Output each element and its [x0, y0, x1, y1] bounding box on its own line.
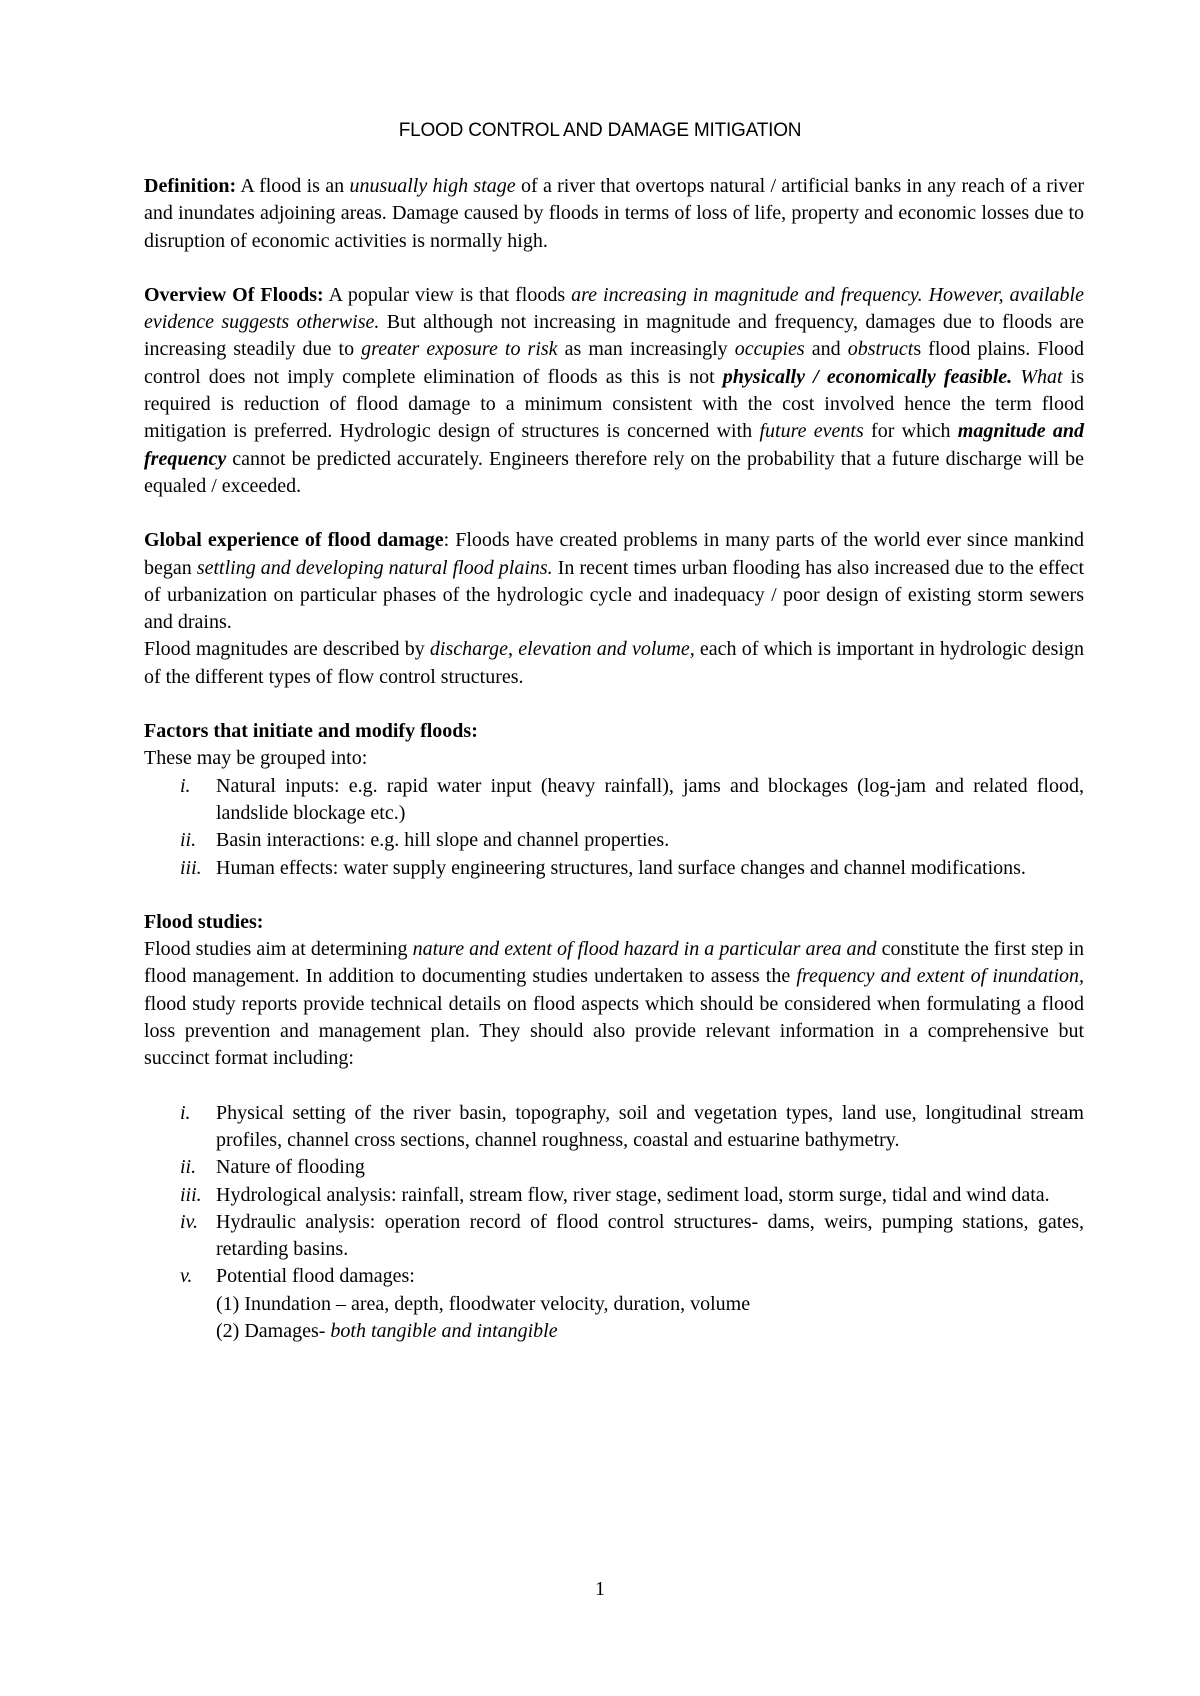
- list-item: [144, 1100, 1084, 1155]
- sub-emphasis: both tangible and intangible: [330, 1319, 558, 1342]
- list-item: [144, 1182, 1084, 1209]
- studies-text: constitute the first step in flood management. In addition to documenting studies undertaken to assess the: [144, 938, 1085, 988]
- sub-text: Inundation – area, depth, floodwater velocity, duration, volume: [239, 1292, 751, 1315]
- list-text: Human effects: water supply engineering structures, land surface changes and channel modifications.: [216, 856, 1026, 879]
- global-paragraph: [144, 527, 1084, 636]
- overview-text: A popular view is that floods: [323, 283, 572, 306]
- list-item: [144, 855, 1084, 882]
- list-number: iii.: [180, 856, 202, 879]
- document-title: FLOOD CONTROL AND DAMAGE MITIGATION: [398, 120, 802, 141]
- list-item: [144, 1263, 1084, 1345]
- overview-text: is required is reduction of flood damage to a minimum consistent with the cost involved hence the term flood mitigation is preferred. Hydrologic design of structures is concerned with: [144, 365, 1085, 443]
- studies-list: [144, 1100, 1084, 1346]
- overview-emphasis: are increasing in magnitude and frequency. However, available evidence suggests otherwise.: [144, 283, 1084, 334]
- overview-text: cannot be predicted accurately. Engineers therefore rely on the probability that a future discharge will be equaled / exceeded.: [144, 447, 1084, 497]
- studies-heading: Flood studies:: [144, 910, 264, 933]
- overview-strong-emphasis: physically / economically feasible.: [722, 365, 1013, 388]
- list-number: ii.: [180, 829, 197, 852]
- document-body: [144, 173, 1084, 1345]
- overview-text: But although not increasing in magnitude and frequency, damages due to floods are increasing steadily due to: [144, 311, 1084, 361]
- list-text: Hydraulic analysis: operation record of flood control structures- dams, weirs, pumping stations, gates, retarding basins.: [216, 1210, 1084, 1261]
- list-number: i.: [180, 774, 191, 797]
- list-text: Hydrological analysis: rainfall, stream flow, river stage, sediment load, storm surge, tidal and wind data.: [216, 1183, 1050, 1206]
- magnitudes-emphasis: discharge, elevation and volume,: [429, 638, 695, 661]
- studies-text: Flood studies aim at determining: [144, 938, 413, 961]
- sub-number: (2): [216, 1319, 240, 1342]
- magnitudes-text: each of which is important in hydrologic design of the different types of flow control structures.: [144, 638, 1084, 688]
- list-item: [144, 773, 1084, 828]
- list-item: [144, 1154, 1084, 1181]
- magnitudes-text: Flood magnitudes are described by: [144, 638, 430, 661]
- magnitudes-paragraph: [144, 636, 1084, 691]
- overview-strong-emphasis: magnitude and frequency: [144, 420, 1084, 470]
- global-text: : Floods have created problems in many parts of the world ever since mankind began: [144, 529, 1084, 579]
- global-text: In recent times urban flooding has also increased due to the effect of urbanization on particular phases of the hydrologic cycle and inadequacy / poor design of existing storm sewers and drains.: [144, 556, 1084, 634]
- studies-emphasis: nature and extent of flood hazard in a particular area and: [412, 938, 877, 961]
- sub-item: [216, 1318, 1084, 1345]
- list-number: i.: [180, 1101, 191, 1124]
- list-number: ii.: [180, 1156, 197, 1179]
- list-number: v.: [180, 1265, 193, 1288]
- list-number: iv.: [180, 1210, 198, 1233]
- sub-text: Damages-: [239, 1319, 331, 1342]
- list-item: [144, 827, 1084, 854]
- overview-text: for which: [863, 420, 958, 443]
- global-emphasis: settling and developing natural flood plains.: [196, 556, 553, 579]
- list-item: [144, 1209, 1084, 1264]
- studies-text: flood study reports provide technical details on flood aspects which should be considered when formulating a flood loss prevention and management plan. They should also provide relevant information in a comprehensive but succinct format including:: [144, 992, 1084, 1070]
- list-text: Physical setting of the river basin, topography, soil and vegetation types, land use, longitudinal stream profiles, channel cross sections, channel roughness, coastal and estuarine bathymetry.: [216, 1101, 1084, 1151]
- factors-list: [144, 773, 1084, 882]
- factors-heading: Factors that initiate and modify floods:: [144, 720, 478, 743]
- definition-label: Definition:: [144, 175, 237, 197]
- list-text: Basin interactions: e.g. hill slope and channel properties.: [216, 829, 670, 852]
- list-number: iii.: [180, 1183, 202, 1206]
- overview-emphasis: occupies: [734, 338, 805, 361]
- overview-emphasis: What: [1020, 365, 1063, 388]
- page-number: 1: [595, 1578, 605, 1600]
- list-text: Natural inputs: e.g. rapid water input (heavy rainfall), jams and blockages (log-jam and related flood, landslide blockage etc.): [216, 774, 1084, 824]
- definition-text: A flood is an: [236, 175, 350, 197]
- overview-text: and: [804, 338, 848, 361]
- sub-number: (1): [216, 1292, 240, 1315]
- studies-emphasis: frequency and extent of inundation,: [796, 965, 1084, 988]
- overview-emphasis: greater exposure to risk: [361, 338, 558, 361]
- list-text: Potential flood damages:: [216, 1265, 415, 1288]
- factors-intro: These may be grouped into:: [144, 747, 368, 770]
- overview-paragraph: [144, 282, 1084, 500]
- global-label: Global experience of flood damage: [144, 529, 444, 552]
- sub-item: [216, 1291, 1084, 1318]
- overview-emphasis: future events: [759, 420, 864, 443]
- overview-label: Overview Of Floods:: [144, 283, 324, 306]
- definition-text: of a river that overtops natural / artificial banks in any reach of a river and inundates adjoining areas. Damage caused by floods in terms of loss of life, property and economic losses due to disruption of economic activities is normally high.: [144, 175, 1085, 252]
- overview-emphasis: obstruct: [847, 338, 914, 361]
- overview-text: s flood plains. Flood control does not imply complete elimination of floods as this is not: [144, 338, 1085, 388]
- definition-paragraph: [144, 173, 1084, 255]
- list-text: Nature of flooding: [216, 1156, 365, 1179]
- overview-text: as man increasingly: [557, 338, 735, 361]
- studies-paragraph: [144, 936, 1084, 1072]
- definition-emphasis: unusually high stage: [349, 175, 516, 197]
